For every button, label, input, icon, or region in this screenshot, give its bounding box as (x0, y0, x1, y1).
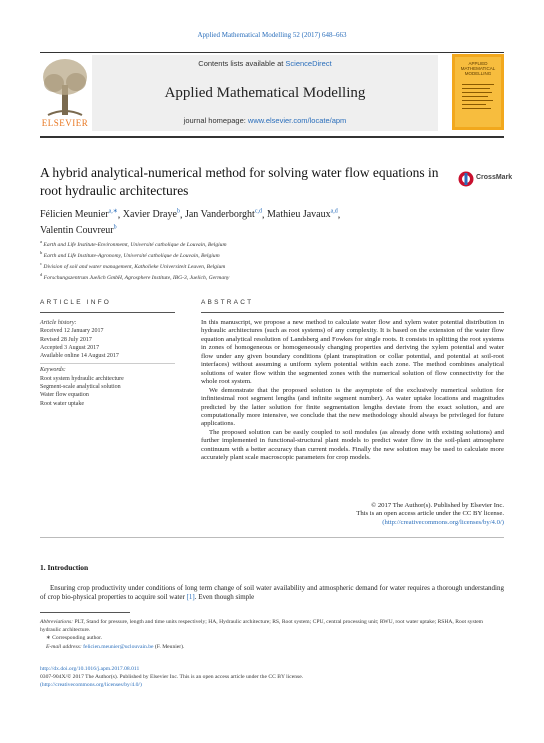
affiliation: $^d$ Forschungszentrum Juelich GmbH, Agrosphere Institute, IBG-3, Juelich, Germany (40, 272, 230, 282)
keyword: Root system hydraulic architecture (40, 375, 124, 382)
footnote-rule (40, 612, 130, 613)
abstract-heading: ABSTRACT (201, 299, 254, 306)
author[interactable]: Jan Vanderborght$^{c,d}$ (184, 209, 263, 221)
history-label: Article history: (40, 320, 77, 326)
journal-reference[interactable]: Applied Mathematical Modelling 52 (2017) 648–663 (197, 31, 347, 39)
keyword: Water flow equation (40, 392, 89, 399)
header-top-rule (40, 52, 504, 53)
author-list (40, 206, 460, 237)
author-separator: , (262, 209, 268, 221)
contents-prefix: Contents lists available at (198, 59, 286, 68)
keyword: Segment-scale analytical solution (40, 384, 121, 391)
author-separator: , (179, 209, 185, 221)
abstract-body (201, 319, 504, 463)
homepage-prefix: journal homepage: (183, 116, 248, 125)
doi-link[interactable]: http://dx.doi.org/10.1016/j.apm.2017.08.011 (40, 666, 140, 672)
author-affil-marks[interactable]: a,∗ (108, 209, 118, 215)
cover-title: APPLIED MATHEMATICAL MODELLING (460, 61, 496, 76)
journal-header-box (92, 55, 438, 131)
journal-title: Applied Mathematical Modelling (164, 85, 366, 101)
license-link[interactable]: (http://creativecommons.org/licenses/by/4.0/) (382, 518, 504, 526)
history-item: Received 12 January 2017 (40, 328, 104, 335)
abbreviations-footnote: Abbreviations: PLT, Stand for pressure, length and time units respectively; HA, Hydraulic architecture; RS, Root system; CPU, central processing unit; RWU, root water uptake; RSHA, Root system hydraulic architecture. (40, 619, 484, 634)
footer-license-link[interactable]: (http://creativecommons.org/licenses/by/4.0/) (40, 681, 142, 688)
corresponding-author-note: ∗ Corresponding author. (46, 635, 103, 642)
affiliation: $^a$ Earth and Life Institute-Environmemt, Université catholique de Louvain, Belgium (40, 239, 227, 248)
abstract-paragraph: The proposed solution can be easily coupled to soil modules (as already done with existing solutions) and further implemented in functional-structural plant models to predict water flow in the soil-plant atmosphere continuum with a better accuracy than current models. Finally the new solution may be used to calculate more accurately plant scale macroscopic parameters for crop models. (201, 428, 504, 462)
section-heading-introduction: 1. Introduction (40, 563, 89, 572)
reference-link[interactable]: [1] (186, 593, 195, 602)
issn-line: 0307-904X/© 2017 The Author(s). Published by Elsevier Inc. This is an open access article under the CC BY license. (40, 673, 304, 680)
header-bottom-rule (40, 136, 504, 138)
copyright-block (201, 502, 504, 527)
footnotes (40, 618, 504, 651)
sciencedirect-link[interactable]: ScienceDirect (285, 59, 332, 68)
author-affil-marks[interactable]: c,d (254, 209, 263, 215)
history-item: Available online 14 August 2017 (40, 353, 119, 360)
info-divider (40, 363, 175, 364)
journal-cover-image (452, 54, 504, 130)
keyword: Root water uptake (40, 400, 84, 407)
author[interactable]: Valentin Couvreur$^b$ (40, 224, 117, 236)
crossmark-label: CrossMark (476, 174, 513, 181)
email-footnote: E-mail address: felicien.meunier@uclouvain.be (F. Meunier). (46, 643, 185, 650)
author-affil-marks[interactable]: b (176, 209, 180, 215)
history-item: Revised 28 July 2017 (40, 336, 92, 343)
publication-footer (40, 666, 504, 689)
elsevier-wordmark: ELSEVIER (41, 118, 89, 128)
affiliation-list (40, 238, 460, 283)
article-info-panel (40, 319, 175, 408)
author-affil-marks[interactable]: b (113, 224, 117, 231)
author-separator: , (337, 209, 341, 221)
homepage-link[interactable]: www.elsevier.com/locate/apm (247, 116, 347, 125)
article-info-rule (40, 312, 175, 313)
author[interactable]: Xavier Draye$^b$ (122, 209, 180, 221)
author[interactable]: Félicien Meunier$^{a,∗}$ (40, 209, 118, 221)
keywords-label: Keywords: (40, 367, 66, 374)
email-link[interactable]: felicien.meunier@uclouvain.be (83, 643, 154, 650)
abstract-paragraph: We demonstrate that the proposed solution is the asymptote of the exclusively numerical solution for infinitesimal root segment lengths (and infinite segment number). As water uptake locations and magnitudes predicted by the latter solution for finite segmentation lengths deviate from the exact solution, and are computationally more intensive, we conclude that the new methodology should always be privileged for future applications. (201, 386, 504, 428)
crossmark-button[interactable] (458, 171, 513, 187)
crossmark-icon (458, 171, 474, 187)
contents-line (92, 59, 438, 68)
abstract-end-rule (40, 537, 504, 538)
elsevier-logo (40, 55, 90, 131)
copyright-line: © 2017 The Author(s). Published by Elsevier Inc. (371, 502, 504, 509)
article-title: A hybrid analytical-numerical method for solving water flow equations in root hydraulic architectures (40, 165, 439, 198)
author-affil-marks[interactable]: a,d (330, 209, 338, 215)
author[interactable]: Mathieu Javaux$^{a,d}$ (267, 209, 338, 221)
article-info-heading: ARTICLE INFO (40, 299, 112, 306)
affiliation: $^c$ Division of soil and water management, Katholieke Universiteit Leuven, Belgium (40, 261, 226, 271)
homepage-line (92, 116, 438, 125)
abstract-rule (201, 312, 504, 313)
abstract-paragraph: In this manuscript, we propose a new method to calculate water flow and xylem water potential distribution in hydraulic architectures (such as root systems) of any complexity. It is based on the extension of the water flow equation analytical resolution of Landsberg and Fowkes for single roots. It consists in splitting the root systems in zones of homogeneous or homogeneously changing properties and deriving the xylem potential and water flow under any given boundary conditions (plant transpiration or collar potential, and potential at soil-root interfaces) without assuming a uniform xylem potential within each zone. The method combines analytical solutions of water flow within the segmented zones with the numerical solution of flow connectivity for the whole root system. (201, 319, 504, 386)
license-line: This is an open access article under the CC BY license. (356, 510, 504, 518)
history-item: Accepted 3 August 2017 (40, 344, 100, 351)
affiliation: $^b$ Earth and Life Institute-Agronomy, Université catholique de Louvain, Belgium (40, 250, 220, 260)
introduction-paragraph: Ensuring crop productivity under conditions of long term change of soil water availability and atmospheric demand for water requires a thorough understanding of crop bio-physical properties to acquire soil water [1]. Even though simple (40, 584, 504, 602)
author-separator: , (117, 209, 123, 221)
